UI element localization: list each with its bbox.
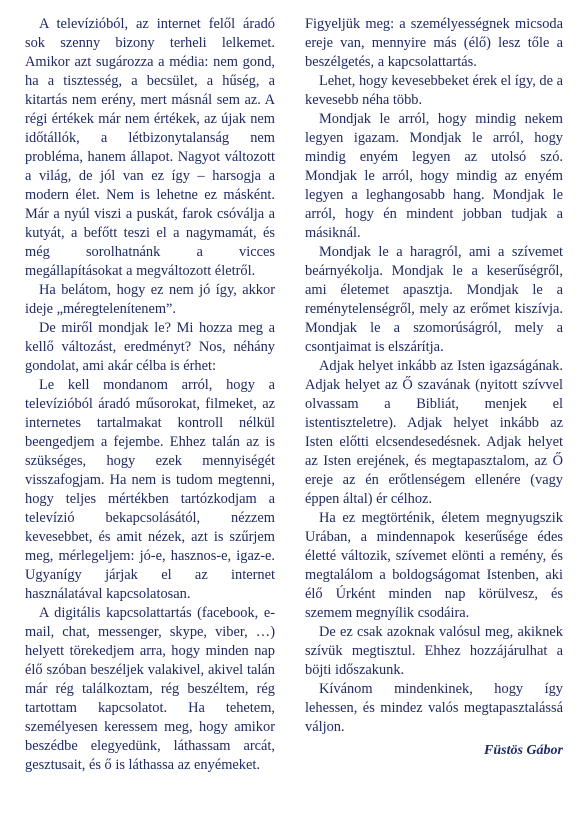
paragraph: Lehet, hogy kevesebbeket érek el így, de a kevesebb néha több. <box>305 73 564 108</box>
paragraph: Adjak helyet inkább az Isten igazságának. Adjak helyet az Ő szavának (nyitott szívvel olvassam a Bibliát, menjek el istentiszteletre). Adjak helyet inkább az Isten előtti elcsendesedésnek. Adjak helyet az Isten erejének, és megtapasztalom, az Ő ereje az én erőtlenségem ellenére (vagy éppen által) ér célhoz. <box>305 358 563 507</box>
right-column <box>305 15 563 760</box>
author-signature: Füstös Gábor <box>484 743 563 758</box>
paragraph: Kívánom mindenkinek, hogy így lehessen, és mindez valós megtapasztalássá váljon. <box>305 681 563 735</box>
paragraph: A televízióból, az internet felől áradó sok szenny bizony terheli lelkemet. Amikor azt sugározza a média: nem gond, ha a tisztesség, a becsület, a hűség, a kitartás nem erény, mert másnál sem az. A régi értékek már nem értékek, az újak nem időtállók, a létbizonytalanság nem probléma, hanem állapot. Nagyot változott a világ, de jól van ez így – harsogja a modern élet. Nem is lehetne ez másként. Már a nyúl viszi a puskát, farok csóválja a kutyát, a befőtt teszi el a nagymamát, és még sorolhatnánk a vicces megállapításokat a megváltozott életről. <box>25 16 275 279</box>
paragraph: Ha ez megtörténik, életem megnyugszik Urában, a mindennapok keserűsége édes életté változik, szívemet elönti a remény, és megtalálom a boldogságomat Istenben, aki élő Úrként minden nap körülvesz, és szemem megnyílik csodáira. <box>305 510 563 621</box>
paragraph: Mondjak le arról, hogy mindig nekem legyen igazam. Mondjak le arról, hogy mindig enyém legyen az utolsó szó. Mondjak le arról, hogy mindig az enyém legyen a leghangosabb hang. Mondjak le arról, hogy én mindent jobban tudjak a másiknál. <box>305 111 563 241</box>
paragraph: A digitális kapcsolattartás (facebook, e-mail, chat, messenger, skype, viber, …) helyett törekedjem arra, hogy minden nap élő szóban beszéljek valakivel, akivel talán már rég találkoztam, rég beszéltem, rég tartottam kapcsolatot. Ha tehetem, személyesen keressem meg, hogy amikor beszédbe elegyedünk, láthassam arcát, gesztusait, és ő is láthassa az enyémeket. <box>25 605 275 773</box>
paragraph: De ez csak azoknak valósul meg, akiknek szívük megtisztul. Ehhez hozzájárulhat a böjti időszakunk. <box>305 624 563 678</box>
paragraph: De miről mondjak le? Mi hozza meg a kellő változást, eredményt? Nos, néhány gondolat, ami akár célba is érhet: <box>25 320 275 374</box>
left-column <box>25 15 275 775</box>
paragraph: Le kell mondanom arról, hogy a televízióból áradó műsorokat, filmeket, az internetes tartalmakat kontroll nélkül beengedjem a fejembe. Ehhez talán az is szükséges, hogy ezek mennyiségét visszafogjam. Ha nem is tudom megtenni, hogy teljes mértékben tartózkodjam a televízió bekapcsolásától, nézzem kevesebbet, és amit nézek, azt is szűrjem meg, mérlegeljem: jó-e, hasznos-e, igaz-e. Ugyanígy járjak el az internet használatával kapcsolatosan. <box>25 377 275 602</box>
paragraph: Ha belátom, hogy ez nem jó így, akkor ideje „méregtelenítenem”. <box>25 282 275 317</box>
paragraph: Mondjak le a haragról, ami a szívemet beárnyékolja. Mondjak le a keserűségről, ami életemet apasztja. Mondjak le a reménytelenségről, mely az erőmet kiszívja. Mondjak le a szomorúságról, mely a csontjaimat is elszárítja. <box>305 244 563 355</box>
paragraph: Figyeljük meg: a személyességnek micsoda ereje van, mennyire más (élő) lesz tőle a beszélgetés, a kapcsolattartás. <box>305 16 563 70</box>
